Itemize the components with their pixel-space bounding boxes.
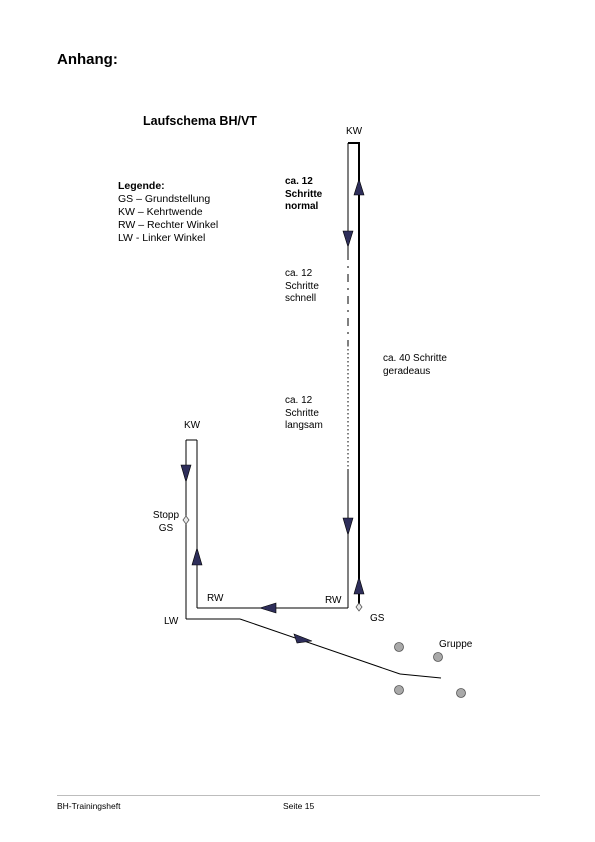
- label-line: ca. 12: [285, 395, 313, 406]
- label-segment-schnell: [285, 268, 319, 306]
- arrow-up-icon: [192, 548, 202, 565]
- arrow-right-icon: [294, 634, 312, 643]
- group-dot: [457, 689, 466, 698]
- label-lw: LW: [164, 616, 179, 627]
- label-kw-top: KW: [346, 126, 363, 137]
- footer-page-number: Seite 15: [283, 801, 315, 811]
- label-line: schnell: [285, 293, 317, 304]
- route-line-diagonal: [240, 619, 400, 674]
- arrow-down-icon: [181, 465, 191, 482]
- arrow-up-icon: [354, 179, 364, 195]
- label-line: GS: [158, 522, 174, 534]
- label-segment-langsam: [285, 395, 323, 433]
- label-line: langsam: [285, 420, 323, 431]
- legend-item: GS – Grundstellung: [118, 193, 211, 205]
- label-segment-geradeaus: [383, 353, 447, 378]
- group-dot: [434, 653, 443, 662]
- arrow-up-icon: [354, 577, 364, 594]
- legend-item: KW – Kehrtwende: [118, 206, 203, 218]
- route-line-group: [400, 674, 441, 678]
- label-rw-right: RW: [325, 595, 342, 606]
- legend-heading: Legende:: [118, 180, 165, 192]
- label-line: ca. 12: [285, 268, 313, 279]
- label-line: Schritte: [285, 407, 319, 419]
- diamond-marker-icon: [183, 516, 189, 524]
- diagram-title: Laufschema BH/VT: [143, 114, 257, 128]
- label-gruppe: Gruppe: [439, 639, 473, 650]
- label-segment-normal: [285, 176, 322, 214]
- label-gs: GS: [370, 613, 385, 624]
- arrow-left-icon: [260, 603, 276, 613]
- footer-title: BH-Trainingsheft: [57, 801, 121, 811]
- group-dot: [395, 643, 404, 652]
- legend-item: RW – Rechter Winkel: [118, 219, 219, 231]
- label-line: Schritte: [285, 188, 323, 200]
- label-line: geradeaus: [383, 365, 431, 377]
- arrow-down-icon: [343, 231, 353, 247]
- arrow-down-icon: [343, 518, 353, 535]
- legend-item: LW - Linker Winkel: [118, 232, 206, 244]
- label-kw-left: KW: [184, 420, 201, 431]
- group-dot: [395, 686, 404, 695]
- label-line: ca. 40 Schritte: [383, 353, 447, 364]
- label-rw-left: RW: [207, 593, 224, 604]
- label-stopp: [150, 510, 182, 535]
- label-line: ca. 12: [285, 176, 313, 187]
- footer-divider: [57, 795, 540, 796]
- diamond-marker-icon: [356, 603, 362, 611]
- label-line: Schritte: [285, 280, 319, 292]
- page-title: Anhang:: [57, 51, 118, 68]
- label-line: normal: [285, 201, 319, 212]
- label-line: Stopp: [152, 510, 180, 521]
